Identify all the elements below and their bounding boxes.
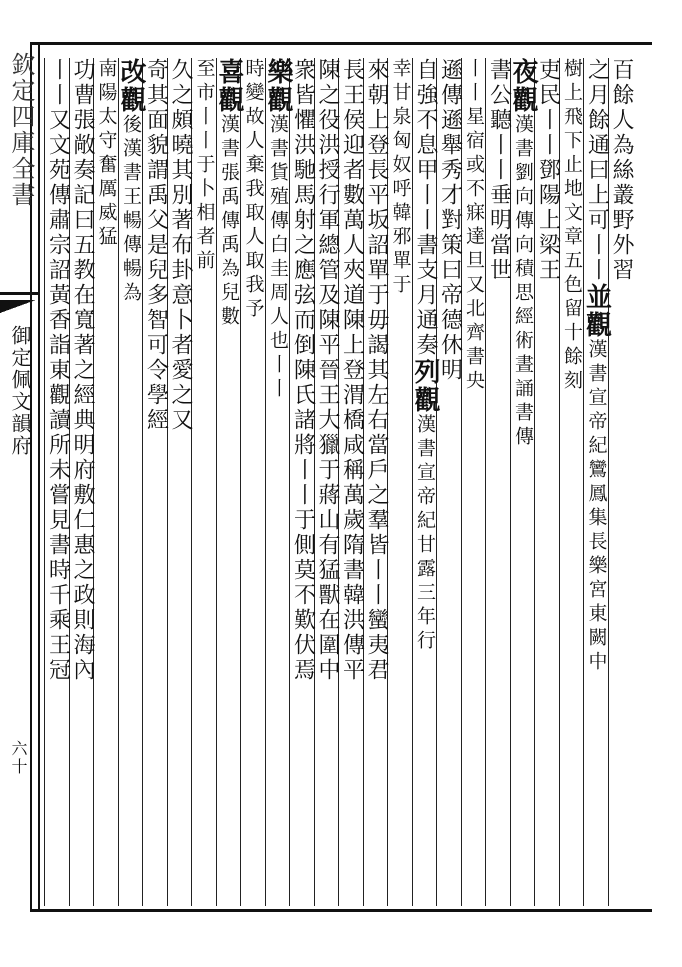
- entry-text: 陳之役洪授行軍總管及陳平晉王大獵于蔣山有猛獸在圍中: [315, 58, 340, 683]
- entry-text: 書公聽丨丨垂明當世: [486, 58, 512, 283]
- headword: 夜觀: [508, 58, 538, 114]
- annotation-text: 漢書宣帝紀鸞鳳集長樂宮東闕中: [585, 339, 608, 675]
- text-column: [191, 58, 217, 906]
- text-column: [240, 58, 266, 906]
- text-column: [559, 58, 585, 906]
- text-column: [436, 58, 462, 906]
- annotation-text: 漢書貨殖傳白圭周人也丨丨: [267, 114, 289, 402]
- entry-text: 衆皆懼洪馳馬射之應弦而倒陳氏諸將丨丨于側莫不歎伏焉: [290, 58, 316, 683]
- text-column: [534, 58, 560, 906]
- headword: 列觀: [410, 358, 440, 414]
- text-column: [167, 58, 193, 906]
- entry-text: 來朝上登長平坂詔單于毋謁其左右當戶之羣皆丨丨蠻夷君: [364, 58, 389, 683]
- text-column: [461, 58, 487, 906]
- annotation-text: 漢書宣帝紀甘露三年行: [414, 414, 436, 654]
- fishtail-mark: [0, 300, 40, 318]
- text-column: [118, 58, 144, 906]
- text-column: [608, 58, 634, 906]
- text-column: [510, 58, 536, 906]
- entry-text: 吏民丨丨鄧陽上梁王: [535, 58, 561, 283]
- annotation-text: 丨丨星宿或不寐達旦又北齊書央: [463, 58, 485, 394]
- headword: 喜觀: [214, 58, 244, 114]
- entry-text: 之月餘通曰上可丨丨: [584, 58, 610, 283]
- entry-text: 遜傳遜舉秀才對策曰帝德休明: [437, 58, 463, 383]
- entry-text: 長王侯迎者數萬人夾道陳上登渭橋咸稱萬歲隋書韓洪傳平: [339, 58, 365, 683]
- headword: 改觀: [116, 58, 146, 114]
- text-column: [69, 58, 95, 906]
- text-column: [387, 58, 413, 906]
- text-column: [289, 58, 315, 906]
- annotation-text: 至市丨丨于卜相者前: [193, 58, 216, 274]
- text-column: [412, 58, 438, 906]
- headword: 樂觀: [263, 58, 293, 114]
- text-column: [581, 58, 612, 906]
- annotation-text: 漢書張禹傳禹為兒數: [218, 114, 240, 330]
- margin-page-number: 六十: [9, 740, 28, 776]
- text-column: [44, 58, 70, 906]
- text-column: [338, 58, 364, 906]
- annotation-text: 後漢書王暢傳暢為: [120, 114, 142, 306]
- entry-text: 百餘人為絲叢野外習: [609, 58, 634, 283]
- text-column: [485, 58, 511, 906]
- headword: 並觀: [581, 283, 612, 339]
- margin-series-title: 欽定四庫全書: [7, 52, 35, 208]
- text-column: [142, 58, 168, 906]
- text-column: [216, 58, 242, 906]
- entry-text: 自強不息甲丨丨書支月通奏: [413, 58, 438, 358]
- annotation-text: 時變故人棄我取人取我予: [242, 58, 265, 322]
- annotation-text: 幸甘泉匈奴呼韓邪單于: [389, 58, 412, 298]
- entry-text: 久之頗曉其別著布卦意卜者愛之又: [168, 58, 193, 433]
- text-column: [93, 58, 119, 906]
- text-column: [363, 58, 389, 906]
- entry-text: 丨丨又文苑傳肅宗詔黃香詣東觀讀所未嘗見書時千乘王冠: [45, 58, 71, 683]
- margin-book-title: 御定佩文韻府: [8, 325, 32, 457]
- entry-text: 功曹張敞奏記曰五教在寬著之經典明府敷仁惠之政則海內: [70, 58, 95, 683]
- annotation-text: 樹上飛下止地文章五色留十餘刻: [561, 58, 583, 394]
- annotation-text: 漢書劉向傳向積思經術晝誦書傳: [512, 114, 534, 450]
- entry-text: 奇其面貌謂禹父是兒多智可令學經: [143, 58, 169, 433]
- text-column: [314, 58, 340, 906]
- margin-divider: [0, 292, 40, 295]
- text-column: [265, 58, 291, 906]
- annotation-text: 南陽太守奮厲威猛: [95, 58, 118, 250]
